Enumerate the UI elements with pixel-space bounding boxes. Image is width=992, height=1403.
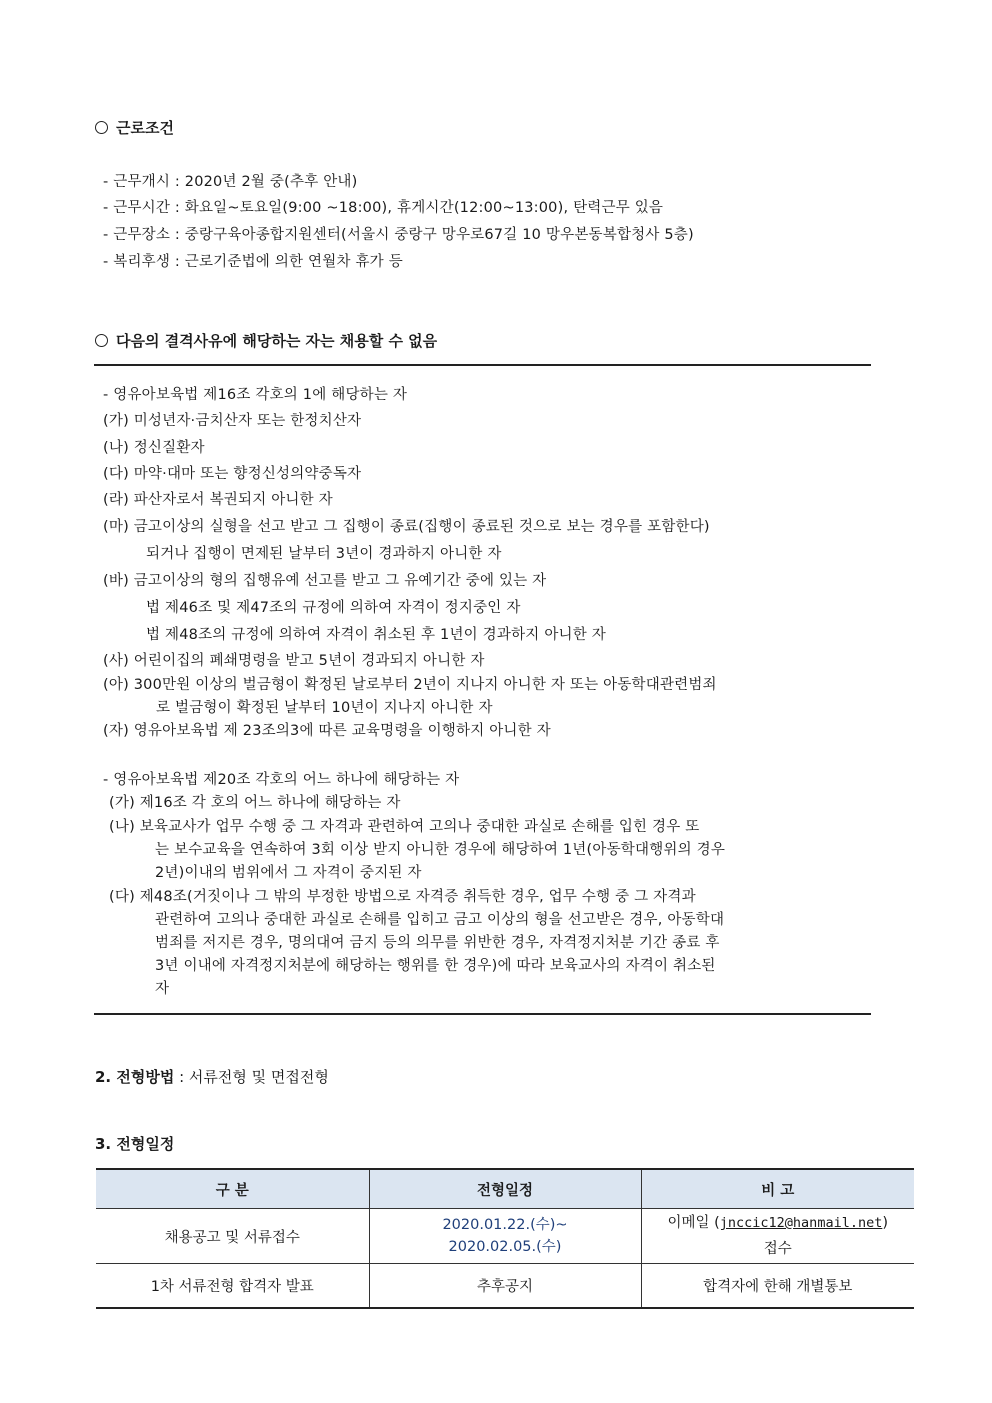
disq-line: (아) 300만원 이상의 벌금형이 확정된 날로부터 2년이 지나지 아니한 자 또는 아동학대관련범죄 — [103, 677, 717, 693]
disq-line: (자) 영유아보육법 제 23조의3에 따른 교육명령을 이행하지 아니한 자 — [103, 723, 551, 739]
schedule-table — [96, 1168, 914, 1309]
disq-line: (가) 제16조 각 호의 어느 하나에 해당하는 자 — [109, 795, 401, 811]
row-note: 합격자에 한해 개별통보 — [641, 1264, 914, 1308]
disq-line: (나) 보육교사가 업무 수행 중 그 자격과 관련하여 고의나 중대한 과실로 손해를 입힌 경우 또 — [109, 819, 700, 835]
table-row — [96, 1209, 914, 1264]
disq-line: 로 벌금형이 확정된 날부터 10년이 지나지 아니한 자 — [156, 700, 493, 716]
disqualification-heading: 다음의 결격사유에 해당하는 자는 채용할 수 없음 — [95, 330, 437, 351]
circle-bullet-icon — [95, 334, 108, 347]
header-category: 구 분 — [96, 1169, 369, 1209]
header-note: 비 고 — [641, 1169, 914, 1209]
date-end: 2020.02.05.(수) — [448, 1239, 562, 1255]
email-link[interactable]: jnccic12@hanmail.net — [719, 1215, 883, 1231]
disq-line: - 영유아보육법 제16조 각호의 1에 해당하는 자 — [103, 387, 408, 403]
note-line2: 접수 — [763, 1241, 792, 1257]
row-category: 1차 서류전형 합격자 발표 — [96, 1264, 369, 1308]
circle-bullet-icon — [95, 121, 108, 134]
row-note — [641, 1209, 914, 1264]
selection-method — [95, 1066, 329, 1087]
disq-line: (가) 미성년자·금치산자 또는 한정치산자 — [103, 413, 362, 429]
work-place-line: - 근무장소 : 중랑구육아종합지원센터(서울시 중랑구 망우로67길 10 망우본동복합청사 5층) — [103, 227, 694, 243]
selection-method-value: : 서류전형 및 면접전형 — [174, 1068, 329, 1086]
disq-line: 2년)이내의 범위에서 그 자격이 중지된 자 — [155, 865, 422, 881]
disq-line: (마) 금고이상의 실형을 선고 받고 그 집행이 종료(집행이 종료된 것으로 보는 경우를 포함한다) — [103, 519, 710, 535]
disq-line: 범죄를 저지른 경우, 명의대여 금지 등의 의무를 위반한 경우, 자격정지처분 기간 종료 후 — [155, 935, 720, 951]
work-conditions-heading: 근로조건 — [95, 117, 174, 138]
disq-line: 법 제48조의 규정에 의하여 자격이 취소된 후 1년이 경과하지 아니한 자 — [146, 627, 606, 643]
disq-line: 자 — [155, 981, 170, 997]
disq-line: (사) 어린이집의 폐쇄명령을 받고 5년이 경과되지 아니한 자 — [103, 653, 485, 669]
box-top-rule — [94, 364, 871, 366]
schedule-heading: 3. 전형일정 — [95, 1135, 175, 1153]
table-row — [96, 1264, 914, 1308]
disq-line: 3년 이내에 자격정지처분에 해당하는 행위를 한 경우)에 따라 보육교사의 자격이 취소된 — [155, 958, 716, 974]
disq-line: (다) 제48조(거짓이나 그 밖의 부정한 방법으로 자격증 취득한 경우, 업무 수행 중 그 자격과 — [109, 889, 696, 905]
disq-line: (다) 마약·대마 또는 향정신성의약중독자 — [103, 466, 362, 482]
welfare-line: - 복리후생 : 근로기준법에 의한 연월차 휴가 등 — [103, 254, 403, 270]
disq-line: 법 제46조 및 제47조의 규정에 의하여 자격이 정지중인 자 — [146, 600, 521, 616]
date-start: 2020.01.22.(수)~ — [442, 1217, 568, 1233]
disq-line: 되거나 집행이 면제된 날부터 3년이 경과하지 아니한 자 — [146, 546, 502, 562]
header-schedule: 전형일정 — [369, 1169, 641, 1209]
disq-line: - 영유아보육법 제20조 각호의 어느 하나에 해당하는 자 — [103, 772, 460, 788]
selection-method-label: 2. 전형방법 — [95, 1068, 175, 1086]
disq-line: 는 보수교육을 연속하여 3회 이상 받지 아니한 경우에 해당하여 1년(아동학대행위의 경우 — [155, 842, 726, 858]
row-date — [369, 1209, 641, 1264]
disq-line: (라) 파산자로서 복권되지 아니한 자 — [103, 492, 333, 508]
work-start-line: - 근무개시 : 2020년 2월 중(추후 안내) — [103, 174, 358, 190]
disq-line: (바) 금고이상의 형의 집행유예 선고를 받고 그 유예기간 중에 있는 자 — [103, 573, 547, 589]
note-email-line: 이메일 (jnccic12@hanmail.net) — [667, 1215, 889, 1231]
row-date: 추후공지 — [369, 1264, 641, 1308]
table-header-row — [96, 1169, 914, 1209]
disq-line: (나) 정신질환자 — [103, 440, 205, 456]
row-category: 채용공고 및 서류접수 — [96, 1209, 369, 1264]
disq-line: 관련하여 고의나 중대한 과실로 손해를 입히고 금고 이상의 형을 선고받은 경우, 아동학대 — [155, 912, 725, 928]
box-bottom-rule — [94, 1013, 871, 1015]
work-hours-line: - 근무시간 : 화요일~토요일(9:00 ~18:00), 휴게시간(12:00~13:00), 탄력근무 있음 — [103, 200, 664, 216]
